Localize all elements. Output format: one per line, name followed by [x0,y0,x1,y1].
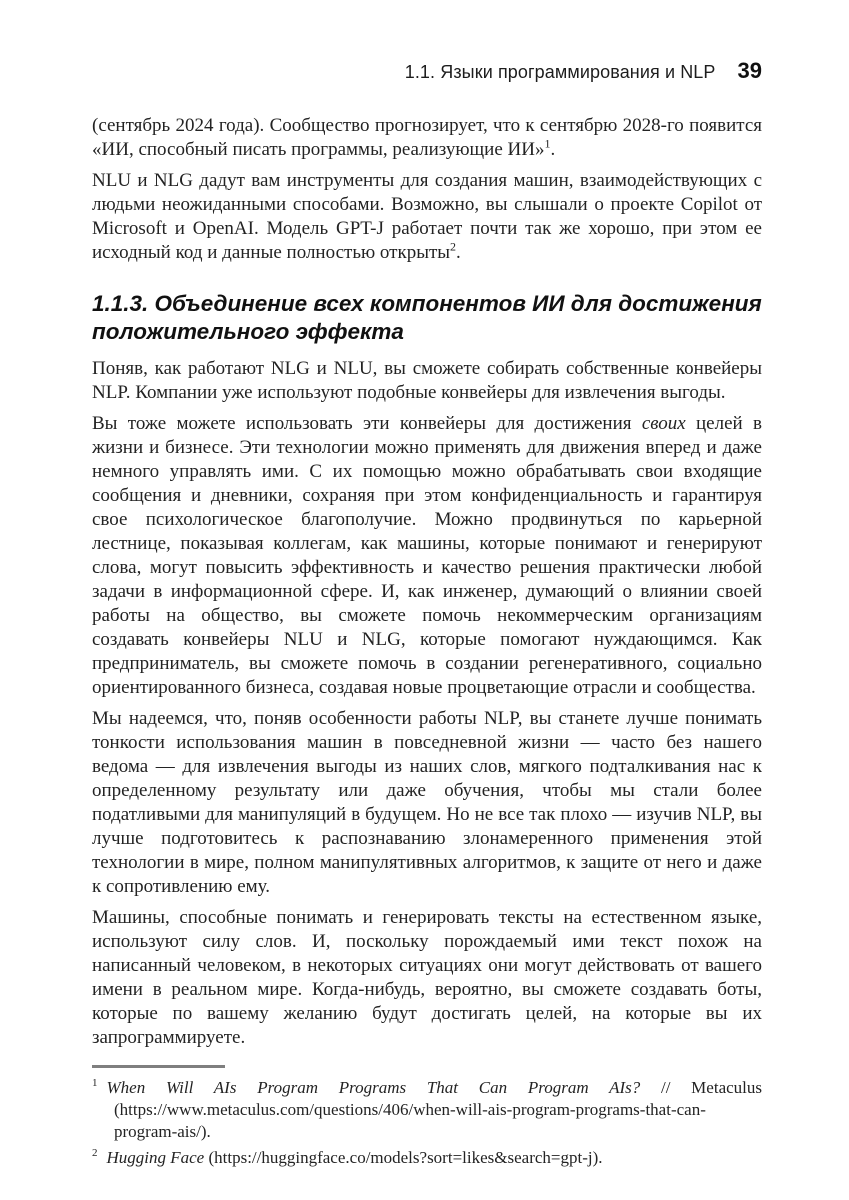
footnote-divider [92,1065,225,1068]
footnotes-section [92,1065,762,1169]
paragraph-goals-emphasis: своих [641,413,686,434]
page-header [92,58,762,84]
footnote-2-text: (https://huggingface.co/models?sort=likes&search=gpt-j). [204,1148,603,1167]
paragraph-forecast [92,114,762,162]
footnote-2-title: Hugging Face [106,1148,205,1167]
footnote-1-marker: 1 [92,1077,98,1090]
paragraph-goals-after: целей в жизни и бизнесе. Эти технологии можно применять для движения вперед и даже немного управлять ими. С их помощью можно обрабатывать свои входящие сообщения и дневники, сохраняя при этом конфиденциальность и гарантируя свое психологическое благополучие. Можно продвинуться по карьерной лестнице, показывая коллегам, как машины, которые понимают и генерируют слова, могут повысить эффективность и качество решения практически любой задачи в информационной сфере. И, как инженер, думающий о влиянии своей работы на общество, вы сможете помочь некоммерческим организациям создавать конвейеры NLU и NLG, которые помогают нуждающимся. Как предприниматель, вы сможете помочь в создании регенеративного, социально ориентированного бизнеса, создавая новые процветающие отрасли и сообщества. [92,413,763,698]
paragraph-goals [92,412,762,700]
footnote-1-text: // Metaculus (https://www.metaculus.com/questions/406/when-will-ais-program-programs-that-can-program-ais/). [114,1078,762,1141]
paragraph-nlu-nlg [92,169,762,265]
paragraph-forecast-period: . [550,139,556,160]
page-body [92,114,762,1050]
running-head: 1.1. Языки программирования и NLP [404,62,716,82]
paragraph-pipelines: Поняв, как работают NLG и NLU, вы сможете собирать собственные конвейеры NLP. Компании уже используют подобные конвейеры для извлечения выгоды. [92,358,762,403]
page-number: 39 [737,58,762,83]
footnote-2 [92,1147,762,1169]
paragraph-goals-before: Вы тоже можете использовать эти конвейеры для достижения [92,413,642,434]
paragraph-forecast-text: (сентябрь 2024 года). Сообщество прогнозирует, что к сентябрю 2028-го появится «ИИ, способный писать программы, реализующие ИИ» [92,115,762,160]
paragraph-awareness: Мы надеемся, что, поняв особенности работы NLP, вы станете лучше понимать тонкости использования машин в повседневной жизни — часто без нашего ведома — для извлечения выгоды из наших слов, мягкого подталкивания нас к определенному результату или даже обучения, чтобы мы стали более податливыми для манипуляций в будущем. Но не все так плохо — изучив NLP, вы лучше подготовитесь к распознаванию злонамеренного применения этой технологии в мире, полном манипулятивных алгоритмов, к защите от него и даже к сопротивлению ему. [92,708,762,897]
footnote-1 [92,1077,762,1143]
paragraph-nlu-nlg-text: NLU и NLG дадут вам инструменты для создания машин, взаимодействующих с людьми неожиданными способами. Возможно, вы слышали о проекте Copilot от Microsoft и OpenAI. Модель GPT-J работает почти так же хорошо, при этом ее исходный код и данные полностью открыты [92,170,762,263]
footnote-2-marker: 2 [92,1147,98,1160]
paragraph-machines: Машины, способные понимать и генерировать тексты на естественном языке, используют силу слов. И, поскольку порождаемый ими текст похож на написанный человеком, в некоторых ситуациях они могут действовать от вашего имени в реальном мире. Когда-нибудь, вероятно, вы сможете создавать боты, которые по вашему желанию будут достигать целей, на которые вы их запрограммируете. [92,907,762,1048]
footnote-1-title: When Will AIs Program Programs That Can Program AIs? [106,1078,641,1097]
section-heading: 1.1.3. Объединение всех компонентов ИИ для достижения положительного эффекта [92,291,762,344]
footnote-ref-1: 1 [544,136,551,151]
paragraph-nlu-nlg-period: . [456,242,461,263]
footnote-ref-2: 2 [450,239,457,254]
